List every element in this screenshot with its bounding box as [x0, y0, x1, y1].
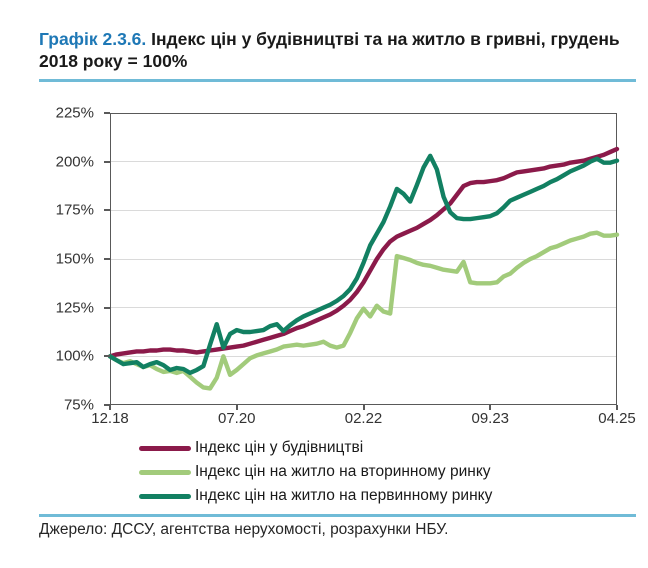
y-axis-label-100: 100% [55, 347, 94, 365]
chart-legend [139, 436, 492, 508]
legend-item-secondary-market [139, 460, 492, 484]
y-axis-label-225: 225% [55, 104, 94, 122]
figure-title-text: Індекс цін у будівництві та на житло в гривні, грудень 2018 року = 100% [39, 29, 620, 71]
x-tick-mark [363, 405, 365, 410]
figure-number: Графік 2.3.6. [39, 29, 147, 49]
x-tick-mark [236, 405, 238, 410]
series-layer [110, 113, 617, 405]
x-axis-label-12.18: 12.18 [91, 410, 129, 427]
x-tick-mark [489, 405, 491, 410]
y-tick-mark [104, 161, 110, 163]
y-tick-mark [104, 112, 110, 114]
source-note: Джерело: ДССУ, агентства нерухомості, розрахунки НБУ. [39, 521, 449, 538]
x-axis-label-07.20: 07.20 [217, 410, 256, 427]
y-axis-label-150: 150% [55, 250, 94, 268]
y-axis-label-200: 200% [55, 153, 94, 171]
y-tick-mark [104, 258, 110, 260]
top-divider [39, 79, 636, 82]
x-axis-label-02.22: 02.22 [344, 410, 383, 427]
legend-item-primary-market [139, 484, 492, 508]
y-axis-label-125: 125% [55, 299, 94, 317]
legend-label-construction: Індекс цін у будівництві [195, 439, 364, 456]
chart-plot-area [110, 113, 617, 405]
legend-label-primary-market: Індекс цін на житло на первинному ринку [195, 487, 493, 504]
figure-title [39, 29, 624, 72]
x-axis-label-09.23: 09.23 [471, 410, 510, 427]
legend-swatch-primary-market [139, 494, 191, 499]
legend-label-secondary-market: Індекс цін на житло на вторинному ринку [195, 463, 491, 480]
series-line-secondary-market [110, 233, 617, 389]
legend-swatch-secondary-market [139, 470, 191, 475]
x-tick-mark [109, 405, 111, 410]
x-axis-label-04.25: 04.25 [598, 410, 636, 427]
legend-swatch-construction [139, 446, 191, 451]
y-axis-label-75: 75% [63, 396, 94, 414]
series-line-primary-market [110, 156, 617, 373]
x-tick-mark [616, 405, 618, 410]
legend-item-construction [139, 436, 492, 460]
bottom-divider [39, 514, 636, 517]
y-tick-mark [104, 355, 110, 357]
y-tick-mark [104, 209, 110, 211]
y-axis-label-175: 175% [55, 201, 94, 219]
y-tick-mark [104, 307, 110, 309]
